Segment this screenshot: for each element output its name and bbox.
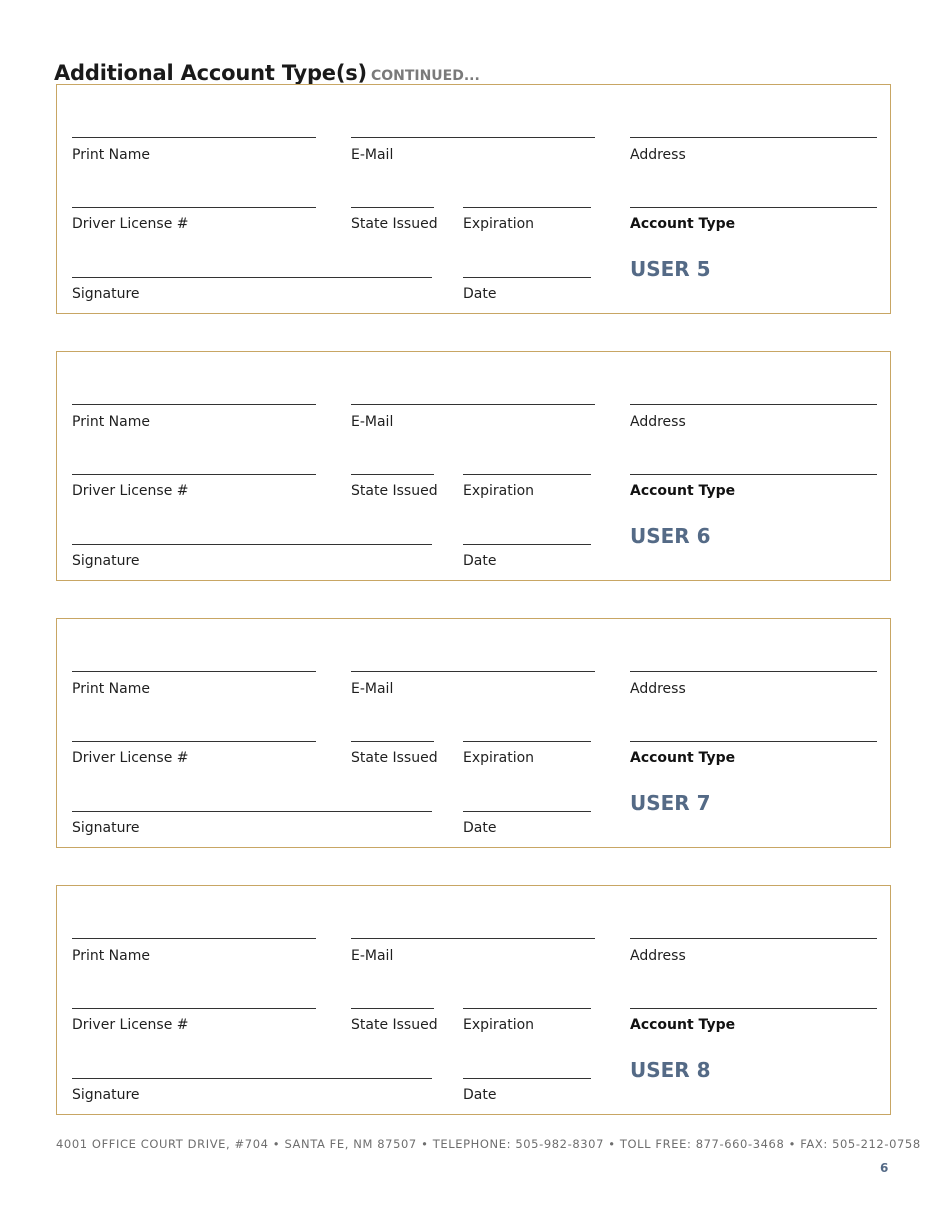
account-type-label: Account Type bbox=[630, 483, 736, 499]
account-type-label: Account Type bbox=[630, 750, 736, 766]
driver-license-field[interactable] bbox=[72, 1008, 316, 1009]
driver-license-field[interactable] bbox=[72, 474, 316, 475]
expiration-label: Expiration bbox=[463, 216, 535, 232]
driver-license-label: Driver License # bbox=[72, 1017, 189, 1033]
continued-label: CONTINUED... bbox=[370, 68, 480, 84]
expiration-field[interactable] bbox=[463, 1008, 591, 1009]
email-field[interactable] bbox=[351, 938, 595, 939]
user-label: USER 5 bbox=[630, 257, 711, 281]
state-issued-label: State Issued bbox=[351, 1017, 438, 1033]
page-number: 6 bbox=[880, 1161, 889, 1175]
expiration-field[interactable] bbox=[463, 741, 591, 742]
date-field[interactable] bbox=[463, 811, 591, 812]
date-field[interactable] bbox=[463, 1078, 591, 1079]
account-section-user-5 bbox=[56, 84, 891, 314]
state-issued-field[interactable] bbox=[351, 207, 434, 208]
address-label: Address bbox=[630, 681, 686, 697]
print-name-field[interactable] bbox=[72, 938, 316, 939]
address-label: Address bbox=[630, 414, 686, 430]
email-label: E-Mail bbox=[351, 681, 394, 697]
address-field[interactable] bbox=[630, 137, 877, 138]
state-issued-label: State Issued bbox=[351, 216, 438, 232]
state-issued-label: State Issued bbox=[351, 483, 438, 499]
driver-license-field[interactable] bbox=[72, 741, 316, 742]
footer-contact: 4001 OFFICE COURT DRIVE, #704 • SANTA FE, NM 87507 • TELEPHONE: 505-982-8307 • TOLL FREE: 877-660-3468 • FAX: 505-212-0758 bbox=[56, 1137, 921, 1151]
address-field[interactable] bbox=[630, 404, 877, 405]
email-label: E-Mail bbox=[351, 414, 394, 430]
account-type-field[interactable] bbox=[630, 207, 877, 208]
signature-label: Signature bbox=[72, 1087, 140, 1103]
user-label: USER 7 bbox=[630, 791, 711, 815]
expiration-label: Expiration bbox=[463, 483, 535, 499]
state-issued-field[interactable] bbox=[351, 741, 434, 742]
print-name-field[interactable] bbox=[72, 404, 316, 405]
address-label: Address bbox=[630, 948, 686, 964]
state-issued-field[interactable] bbox=[351, 1008, 434, 1009]
signature-label: Signature bbox=[72, 820, 140, 836]
signature-field[interactable] bbox=[72, 544, 432, 545]
date-label: Date bbox=[463, 553, 497, 569]
date-label: Date bbox=[463, 820, 497, 836]
driver-license-label: Driver License # bbox=[72, 216, 189, 232]
account-type-field[interactable] bbox=[630, 741, 877, 742]
expiration-field[interactable] bbox=[463, 207, 591, 208]
account-section-user-7 bbox=[56, 618, 891, 848]
email-field[interactable] bbox=[351, 404, 595, 405]
address-label: Address bbox=[630, 147, 686, 163]
email-label: E-Mail bbox=[351, 147, 394, 163]
signature-label: Signature bbox=[72, 286, 140, 302]
signature-field[interactable] bbox=[72, 277, 432, 278]
page-title bbox=[54, 50, 480, 88]
user-label: USER 6 bbox=[630, 524, 711, 548]
date-label: Date bbox=[463, 286, 497, 302]
date-field[interactable] bbox=[463, 277, 591, 278]
driver-license-label: Driver License # bbox=[72, 750, 189, 766]
expiration-label: Expiration bbox=[463, 750, 535, 766]
address-field[interactable] bbox=[630, 938, 877, 939]
account-type-field[interactable] bbox=[630, 1008, 877, 1009]
date-label: Date bbox=[463, 1087, 497, 1103]
print-name-label: Print Name bbox=[72, 681, 150, 697]
signature-field[interactable] bbox=[72, 811, 432, 812]
state-issued-field[interactable] bbox=[351, 474, 434, 475]
signature-field[interactable] bbox=[72, 1078, 432, 1079]
driver-license-label: Driver License # bbox=[72, 483, 189, 499]
account-type-label: Account Type bbox=[630, 216, 736, 232]
state-issued-label: State Issued bbox=[351, 750, 438, 766]
account-section-user-8 bbox=[56, 885, 891, 1115]
print-name-label: Print Name bbox=[72, 414, 150, 430]
user-label: USER 8 bbox=[630, 1058, 711, 1082]
account-type-label: Account Type bbox=[630, 1017, 736, 1033]
driver-license-field[interactable] bbox=[72, 207, 316, 208]
email-label: E-Mail bbox=[351, 948, 394, 964]
account-type-field[interactable] bbox=[630, 474, 877, 475]
print-name-label: Print Name bbox=[72, 948, 150, 964]
account-section-user-6 bbox=[56, 351, 891, 581]
address-field[interactable] bbox=[630, 671, 877, 672]
email-field[interactable] bbox=[351, 671, 595, 672]
print-name-field[interactable] bbox=[72, 671, 316, 672]
expiration-field[interactable] bbox=[463, 474, 591, 475]
date-field[interactable] bbox=[463, 544, 591, 545]
print-name-field[interactable] bbox=[72, 137, 316, 138]
page-title-main: Additional Account Type(s) bbox=[54, 61, 367, 85]
email-field[interactable] bbox=[351, 137, 595, 138]
signature-label: Signature bbox=[72, 553, 140, 569]
print-name-label: Print Name bbox=[72, 147, 150, 163]
expiration-label: Expiration bbox=[463, 1017, 535, 1033]
